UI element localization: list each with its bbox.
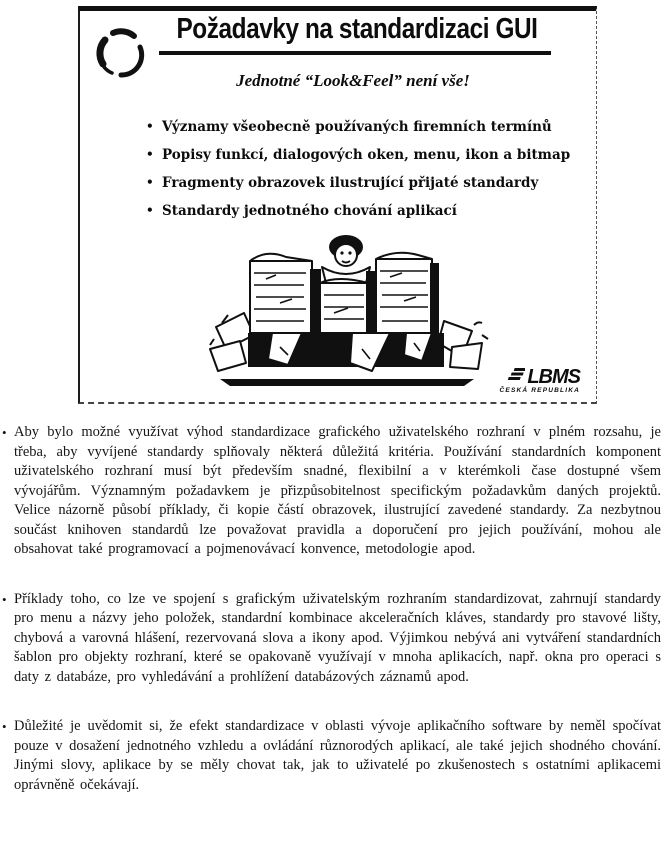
note-paragraph-text: Příklady toho, co lze ve spojení s grafickým uživatelským rozhraním standardizovat, zahrnují standardy pro menu a názvy jeho položek, standardní kombinace akceleračních kláves, standardy pro stavové lišty, chybová a varovná hlášení, rezervovaná slova a ikony apod. Výjimkou nebývá ani vytváření standardních šablon pro objekty rozhraní, které se opakovaně využívají v mnoha aplikacích, např. okna pro operaci s daty z databáze, pro vyhledávání a prohlížení databázových záznamů apod. <box>14 590 661 685</box>
slide-bullet-item <box>146 147 586 163</box>
slide-bullet-item <box>146 119 586 135</box>
slide-title: Požadavky na standardizaci GUI <box>176 13 538 45</box>
slide-bullet-list <box>146 119 586 231</box>
bullet-marker: • <box>2 719 7 734</box>
bullet-marker: • <box>146 119 154 133</box>
slide-subtitle: Jednotné “Look&Feel” není vše! <box>236 71 470 90</box>
slide-bullet-text: Standardy jednotného chování aplikací <box>162 203 457 219</box>
bullet-marker: • <box>146 203 154 217</box>
lbms-stripes-icon <box>507 367 525 386</box>
lbms-logo-subtext: ČESKÁ REPUBLIKA <box>499 387 580 394</box>
note-paragraph <box>0 590 661 688</box>
note-paragraph <box>0 423 661 560</box>
note-paragraph <box>0 717 661 795</box>
note-paragraph-text: Důležité je uvědomit si, že efekt standardizace v oblasti vývoje aplikačního software by neměl spočívat pouze v dosažení jednotného vzhledu a ovládání různorodých aplikací, ale také jejich shodného chování. Jinými slovy, aplikace by se měly chovat tak, jak to uživatelé po zkušenostech s ostatními aplikacemi oprávněně očekávají. <box>14 718 661 793</box>
bullet-marker: • <box>146 175 154 189</box>
slide-bullet-item <box>146 175 586 191</box>
bullet-marker: • <box>2 591 7 607</box>
slide-bullet-text: Významy všeobecně používaných firemních termínů <box>162 119 552 135</box>
buried-in-paperwork-illustration <box>206 231 490 393</box>
lbms-logo-text: LBMS <box>527 365 580 388</box>
slide-bullet-text: Fragmenty obrazovek ilustrující přijaté standardy <box>162 175 539 191</box>
slide-bullet-item <box>146 203 586 219</box>
slide-bullet-text: Popisy funkcí, dialogových oken, menu, ikon a bitmap <box>162 147 571 163</box>
bullet-marker: • <box>146 147 154 161</box>
note-paragraph-text: Aby bylo možné využívat výhod standardizace grafického uživatelského rozhraní v plném rozsahu, je třeba, aby vyvíjené standardy splňovaly některá důležitá kritéria. Používání standardních komponent uživatelského rozhraní musí být především snadné, flexibilní a v kterémkoli čase dostupné všem vývojářům. Významným požadavkem je přizpůsobitelnost specifickým požadavkům daných projektů. Velice názorně působí příklady, či kopie částí obrazovek, ilustrující zavedené standardy. Za nezbytnou součást knihoven standardů lze považovat pravidla a doporučení pro jejich používání, mohou ale obsahovat také programovací a pojmenovávací konvence, metodologie apod. <box>14 424 661 557</box>
title-underline <box>159 51 551 55</box>
slide-frame <box>78 6 597 404</box>
notes-section <box>0 423 667 825</box>
lbms-logo <box>500 367 580 394</box>
bullet-marker: • <box>2 425 7 440</box>
